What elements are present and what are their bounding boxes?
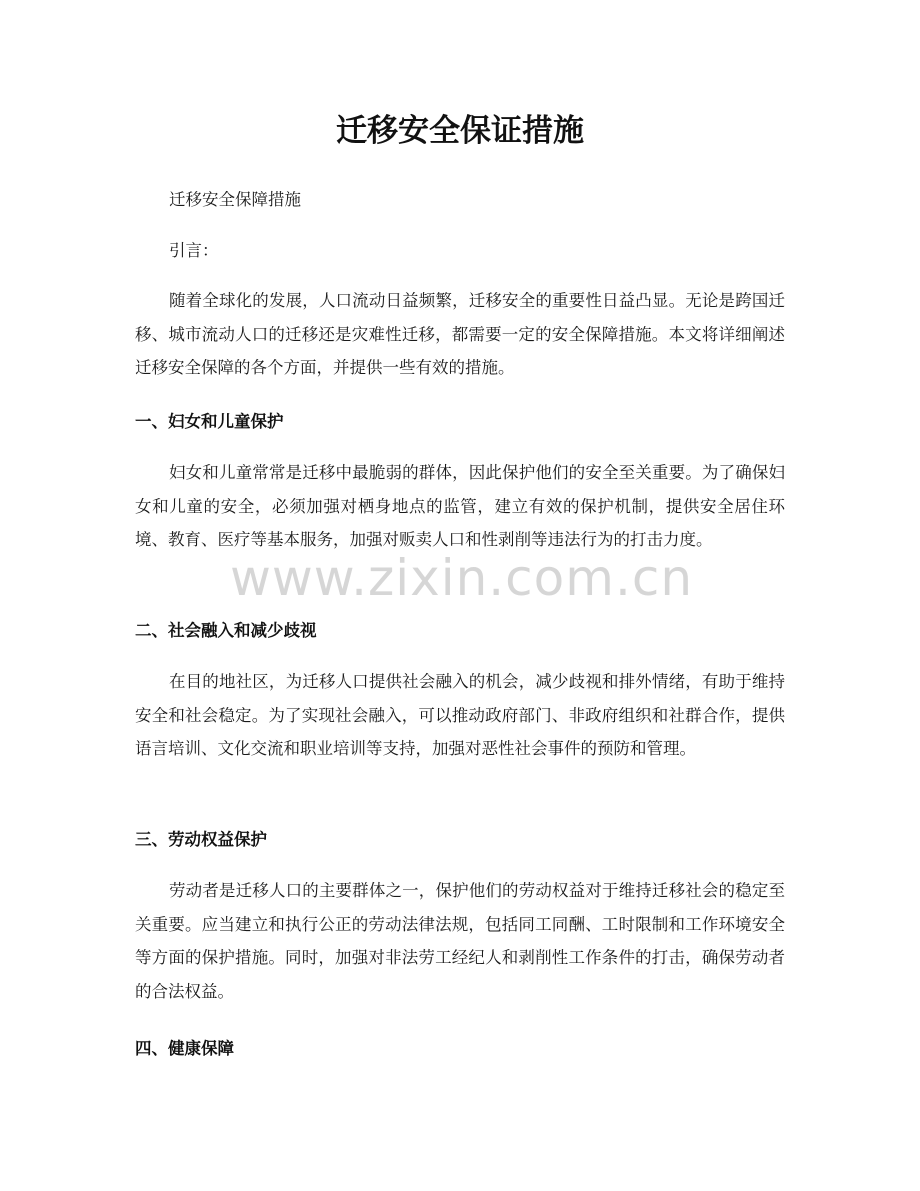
section-paragraph-social-integration: 在目的地社区，为迁移人口提供社会融入的机会，减少歧视和排外情绪，有助于维持安全和社会稳定。为了实现社会融入，可以推动政府部门、非政府组织和社群合作，提供语言培训、文化交流和职业培训等支持，加强对恶性社会事件的预防和管理。 — [135, 672, 785, 758]
watermark: www.zixin.com.cn — [230, 549, 694, 607]
section-heading-social-integration: 二、社会融入和减少歧视 — [135, 621, 317, 640]
intro-label: 引言： — [169, 241, 219, 260]
section-paragraph-women-children: 妇女和儿童常常是迁移中最脆弱的群体，因此保护他们的安全至关重要。为了确保妇女和儿童的安全，必须加强对栖身地点的监管，建立有效的保护机制，提供安全居住环境、教育、医疗等基本服务，加强对贩卖人口和性剥削等违法行为的打击力度。 — [135, 463, 785, 549]
section-heading-women-children: 一、妇女和儿童保护 — [135, 412, 284, 431]
section-heading-health: 四、健康保障 — [135, 1039, 234, 1058]
section-heading-labor-rights: 三、劳动权益保护 — [135, 830, 267, 849]
section-paragraph-labor-rights: 劳动者是迁移人口的主要群体之一，保护他们的劳动权益对于维持迁移社会的稳定至关重要。应当建立和执行公正的劳动法律法规，包括同工同酬、工时限制和工作环境安全等方面的保护措施。同时，加强对非法劳工经纪人和剥削性工作条件的打击，确保劳动者的合法权益。 — [135, 881, 785, 1001]
intro-paragraph: 随着全球化的发展，人口流动日益频繁，迁移安全的重要性日益凸显。无论是跨国迁移、城市流动人口的迁移还是灾难性迁移，都需要一定的安全保障措施。本文将详细阐述迁移安全保障的各个方面，并提供一些有效的措施。 — [135, 291, 785, 377]
document-title: 迁移安全保证措施 — [336, 113, 584, 149]
document-subtitle: 迁移安全保障措施 — [169, 190, 301, 209]
